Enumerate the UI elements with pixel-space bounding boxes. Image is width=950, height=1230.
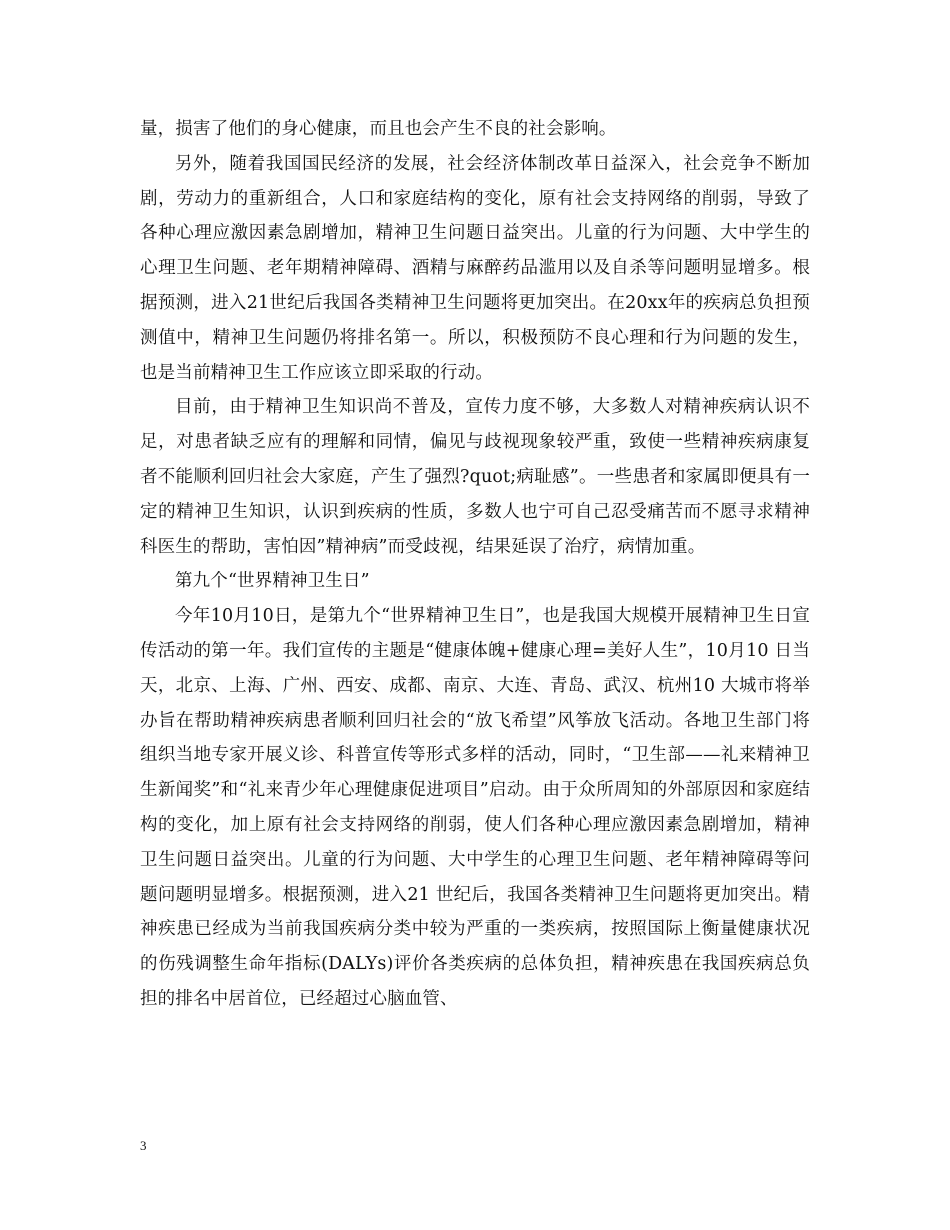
section-heading: 第九个“世界精神卫生日” <box>175 571 370 592</box>
paragraph-social-change: 另外，随着我国国民经济的发展，社会经济体制改革日益深入，社会竞争不断加剧，劳动力的重新组合，人口和家庭结构的变化，原有社会支持网络的削弱，导致了各种心理应激因素急剧增加，精神卫生问题日益突出。儿童的行为问题、大中学生的心理卫生问题、老年期精神障碍、酒精与麻醉药品滥用以及自杀等问题明显增多。根据预测，进入21世纪后我国各类精神卫生问题将更加突出。在20xx年的疾病总负担预测值中，精神卫生问题仍将排名第一。所以，积极预防不良心理和行为问题的发生，也是当前精神卫生工作应该立即采取的行动。 <box>140 153 810 383</box>
paragraph-continuation: 量，损害了他们的身心健康，而且也会产生不良的社会影响。 <box>140 119 617 139</box>
page-number: 3 <box>140 1138 147 1153</box>
paragraph-mental-health-day: 今年10月10日，是第九个“世界精神卫生日”，也是我国大规模开展精神卫生日宣传活动的第一年。我们宣传的主题是“健康体魄+健康心理=美好人生”，10月10 日当天，北京、上海、广州、西安、成都、南京、大连、青岛、武汉、杭州10 大城市将举办旨在帮助精神疾病患者顺利回归社会的“放飞希望”风筝放飞活动。各地卫生部门将组织当地专家开展义诊、科普宣传等形式多样的活动，同时，“卫生部——礼来精神卫生新闻奖”和“礼来青少年心理健康促进项目”启动。由于众所周知的外部原因和家庭结构的变化，加上原有社会支持网络的削弱，使人们各种心理应激因素急剧增加，精神卫生问题日益突出。儿童的行为问题、大中学生的心理卫生问题、老年精神障碍等问题问题明显增多。根据预测，进入21 世纪后，我国各类精神卫生问题将更加突出。精神疾患已经成为当前我国疾病分类中较为严重的一类疾病，按照国际上衡量健康状况的伤残调整生命年指标(DALYs)评价各类疾病的总体负担，精神疾患在我国疾病总负担的排名中居首位，已经超过心脑血管、 <box>140 606 810 1009</box>
paragraph-stigma: 目前，由于精神卫生知识尚不普及，宣传力度不够，大多数人对精神疾病认识不足，对患者缺乏应有的理解和同情，偏见与歧视现象较严重，致使一些精神疾病康复者不能顺利回归社会大家庭，产生了强烈?quot;病耻感”。一些患者和家属即便具有一定的精神卫生知识，认识到疾病的性质，多数人也宁可自己忍受痛苦而不愿寻求精神科医生的帮助，害怕因”精神病”而受歧视，结果延误了治疗，病情加重。 <box>140 397 810 557</box>
document-body <box>140 112 810 1017</box>
